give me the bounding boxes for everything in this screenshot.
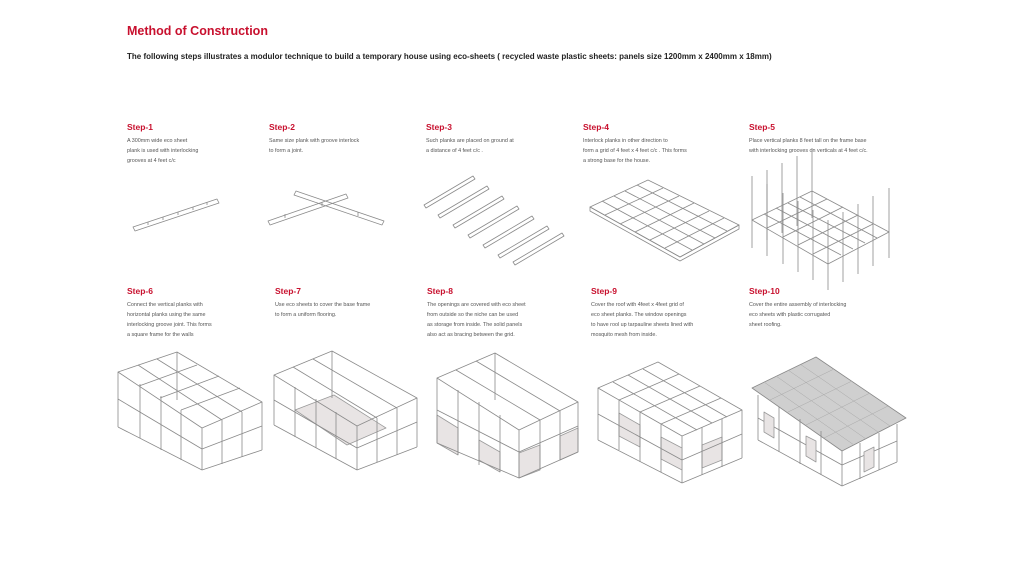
step-label: Step-7 [275,286,301,296]
frame-with-roof-grid [598,362,742,483]
step-description: The openings are covered with eco sheet from outside so the niche can be used as storage from inside. The solid panels also act as bracing between the grid. [427,302,526,338]
page-title: Method of Construction [127,24,268,38]
step-label: Step-2 [269,122,295,132]
step-label: Step-8 [427,286,453,296]
frame-with-panels [437,353,578,478]
step-description: A 300mm wide eco sheet plank is used with interlocking grooves at 4 feet c/c [127,138,199,164]
crossed-planks [268,191,384,225]
step-label: Step-3 [426,122,452,132]
step-label: Step-1 [127,122,153,132]
step-label: Step-4 [583,122,609,132]
base-with-verticals [752,148,889,290]
single-plank [133,199,219,231]
step-label: Step-6 [127,286,153,296]
wall-frame [118,352,262,470]
step-description: Same size plank with groove interlock to form a joint. [269,138,360,154]
grid-base [590,180,739,261]
step-description: Cover the roof with 4feet x 4feet grid of eco sheet planks. The window openings to have rool up tarpauline sheets lined with mosquito mesh from inside. [591,302,694,338]
step-description: Such planks are placed on ground at a distance of 4 feet c/c . [426,138,514,154]
step-description: Interlock planks in other direction to form a grid of 4 feet x 4 feet c/c . This forms a strong base for the house. [583,138,687,164]
frame-with-flooring [274,351,417,470]
parallel-planks [424,176,564,265]
step-description: Place vertical planks 8 feet tall on the frame base with interlocking grooves on verticals at 4 feet c/c. [749,138,868,154]
finished-house [752,357,906,486]
step-label: Step-5 [749,122,775,132]
step-description: Use eco sheets to cover the base frame to form a uniform flooring. [275,302,371,318]
step-label: Step-9 [591,286,617,296]
page-subtitle: The following steps illustrates a modulor technique to build a temporary house using eco-sheets ( recycled waste plastic sheets: panels size 1200mm x 2400mm x 18mm) [127,52,772,61]
step-label: Step-10 [749,286,780,296]
step-description: Connect the vertical planks with horizontal planks using the same interlocking groove joint. This forms a square frame for the walls [127,302,212,338]
step-description: Cover the entire assembly of interlocking eco sheets with plastic corrugated sheet roofing. [749,302,847,328]
